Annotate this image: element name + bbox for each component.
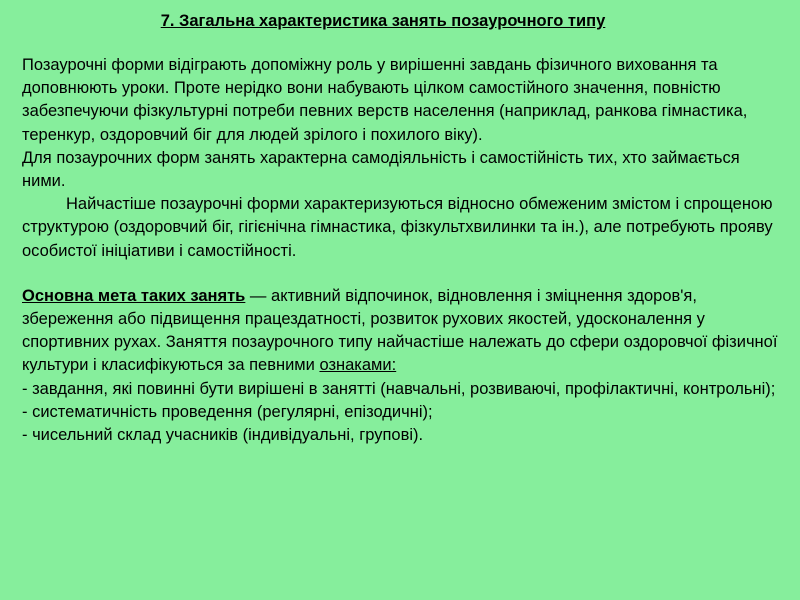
- list-item-tasks: - завдання, які повинні бути вирішені в занятті (навчальні, розвиваючі, профілактичні, контрольні);: [22, 379, 776, 398]
- paragraph-intro: Позаурочні форми відіграють допоміжну роль у вирішенні завдань фізичного виховання та доповнюють уроки. Проте нерідко вони набувають цілком самостійного значення, повністю забезпечуючи фізкультурні потреби певних верств населення (наприклад, ранкова гімнастика, теренкур, оздоровчий біг для людей зрілого і похилого віку).: [22, 56, 748, 144]
- list-item-regularity: - систематичність проведення (регулярні, епізодичні);: [22, 402, 433, 421]
- paragraph-structure: Найчастіше позаурочні форми характеризуються відносно обмеженим змістом і спрощеною структурою (оздоровчий біг, гігієнічна гімнастика, фізкультхвилинки та ін.), але потребують прояву особистої ініціативи і самостійності.: [22, 195, 773, 260]
- paragraph-main-goal: [22, 285, 780, 378]
- features-label: ознаками:: [319, 356, 397, 375]
- paragraph-self-activity: Для позаурочних форм занять характерна самодіяльність і самостійність тих, хто займається ними.: [22, 148, 740, 191]
- list-item-participants: - чисельний склад учасників (індивідуальні, групові).: [22, 426, 424, 445]
- slide-title: 7. Загальна характеристика занять позаурочного типу: [160, 12, 606, 30]
- main-goal-text: — активний відпочинок, відновлення і зміцнення здоров'я, збереження або підвищення працездатності, розвиток рухових якостей, удосконалення у спортивних рухах. Заняття позаурочного типу найчастіше належать до сфери оздоровчої фізичної культури і класифікуються за певними: [22, 286, 778, 375]
- main-goal-heading: Основна мета таких занять: [22, 286, 246, 305]
- features-list: [22, 378, 780, 448]
